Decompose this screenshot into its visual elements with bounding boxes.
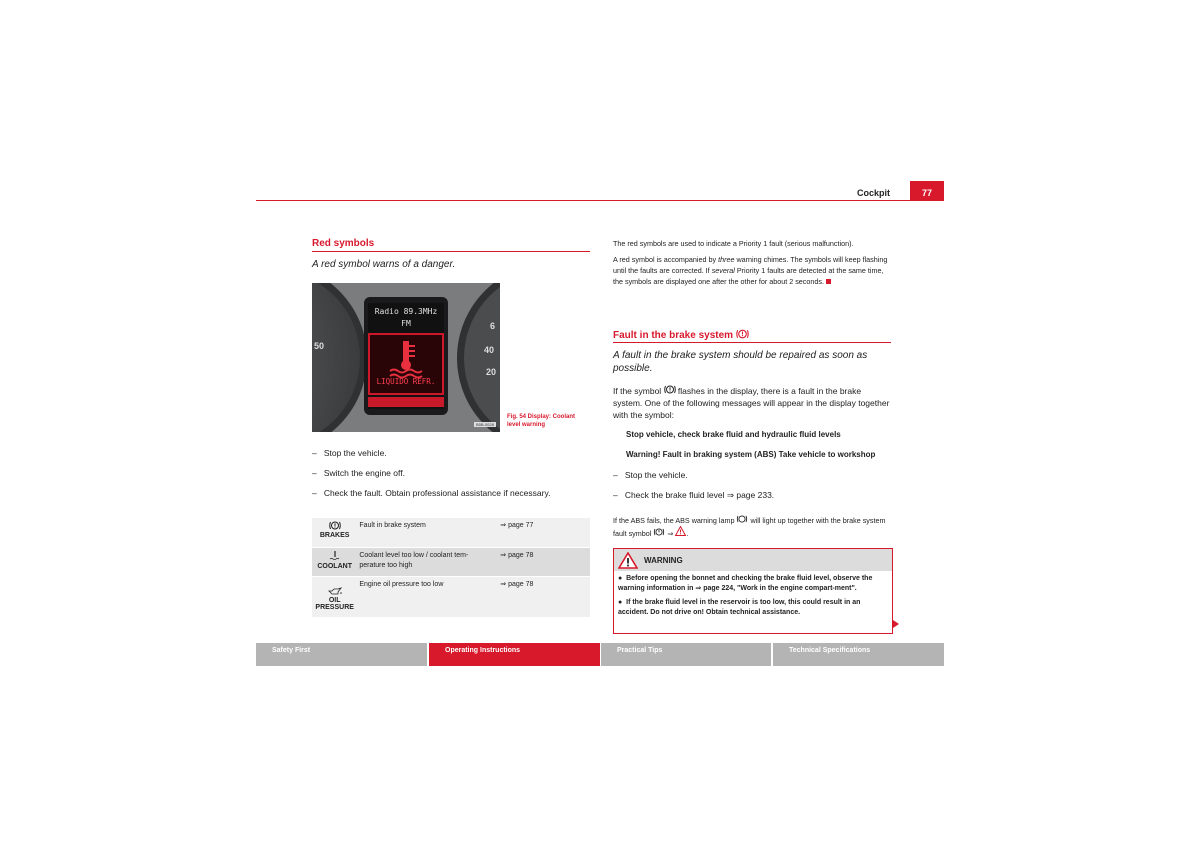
display-coolant-message: LIQUIDO REFR. xyxy=(376,377,436,386)
step-text: Check the fault. Obtain professional assistance if necessary. xyxy=(323,488,551,498)
table-symbol-cell xyxy=(312,518,357,547)
figure-caption-line2: level warning xyxy=(507,422,546,428)
footer-tab-operating[interactable]: Operating Instructions xyxy=(429,643,600,666)
heading-rule xyxy=(312,251,590,252)
heading-brake-fault: Fault in the brake system xyxy=(613,329,749,341)
step-item: – Switch the engine off. xyxy=(312,468,405,478)
oil-can-icon xyxy=(328,587,342,595)
table-ref-cell: ⇒ page 78 xyxy=(500,581,534,588)
instrument-display-figure xyxy=(312,283,500,432)
footer-tab-technical[interactable]: Technical Specifications xyxy=(773,643,944,666)
coolant-icon xyxy=(329,551,341,561)
gauge-left-number: 50 xyxy=(314,341,325,351)
symbol-label: COOLANT xyxy=(317,563,352,570)
section-title: Cockpit xyxy=(856,188,890,198)
page-number: 77 xyxy=(910,181,944,201)
intro-paragraph-2: A red symbol is accompanied by three warning chimes. The symbols will keep flashing until the faults are corrected. If several Priority 1 faults are detected at the same time, the symbols are displayed one after the other for about 2 seconds. xyxy=(613,255,888,286)
step-text: Switch the engine off. xyxy=(323,468,405,478)
step-item: – Check the brake fluid level ⇒ page 233. xyxy=(613,490,775,500)
warning-item: ● If the brake fluid level in the reservoir is too low, this could result in an accident. Do not drive on! Obtain technical assistance. xyxy=(618,599,861,616)
heading-rule xyxy=(613,342,891,343)
brake-fault-paragraph: If the symbol flashes in the display, there is a fault in the brake system. One of the following messages will appear in the display together with the symbol: xyxy=(613,386,890,420)
brake-warning-icon xyxy=(653,528,665,536)
table-description-cell: Engine oil pressure too low xyxy=(359,581,444,588)
figure-code: B5B-0028 xyxy=(476,422,494,427)
figure-caption-line1: Fig. 54 Display: Coolant xyxy=(507,414,576,420)
symbol-label: OIL PRESSURE xyxy=(315,597,354,611)
table-row xyxy=(312,577,590,618)
warning-header xyxy=(614,549,892,571)
symbol-table xyxy=(312,518,590,618)
step-text: Check the brake fluid level ⇒ page 233. xyxy=(624,490,775,500)
warning-title: WARNING xyxy=(644,555,683,565)
abs-paragraph: If the ABS fails, the ABS warning lamp will light up together with the brake system fault symbol ⇒ . xyxy=(613,516,886,538)
warning-box xyxy=(613,548,893,634)
table-symbol-cell xyxy=(312,577,357,617)
table-description-cell: Coolant level too low / coolant tem- perature too high xyxy=(359,552,469,569)
warning-item: ● Before opening the bonnet and checking the brake fluid level, observe the warning information in ⇒ page 224, "Work in the engine compart-ment". xyxy=(618,575,873,592)
step-item: – Check the fault. Obtain professional assistance if necessary. xyxy=(312,488,551,498)
warning-triangle-icon xyxy=(675,526,686,536)
continue-arrow-icon xyxy=(893,620,899,628)
header-rule xyxy=(256,200,944,201)
figure-caption xyxy=(507,413,592,429)
table-description-cell: Fault in brake system xyxy=(359,522,426,529)
display-band-line: FM xyxy=(401,319,411,328)
symbol-label: BRAKES xyxy=(319,532,350,539)
step-item: – Stop the vehicle. xyxy=(613,470,688,480)
display-radio-line: Radio 89.3MHz xyxy=(374,307,438,316)
table-row xyxy=(312,548,590,577)
footer-tab-safety[interactable]: Safety First xyxy=(256,643,427,666)
step-item: – Stop the vehicle. xyxy=(312,448,387,458)
gauge-right-number-top: 6 xyxy=(490,321,496,331)
brake-warning-icon xyxy=(329,521,341,530)
intro-paragraph-1: The red symbols are used to indicate a Priority 1 fault (serious malfunction). xyxy=(613,239,854,248)
brake-warning-icon xyxy=(736,329,749,339)
gauge-right-number-mid: 40 xyxy=(484,345,495,355)
display-message-1: Stop vehicle, check brake fluid and hydraulic fluid levels xyxy=(626,430,841,439)
abs-warning-icon xyxy=(736,515,748,523)
brake-warning-icon xyxy=(664,385,676,394)
heading-red-symbols: Red symbols xyxy=(312,238,375,249)
gauge-right-number-low: 20 xyxy=(486,367,497,377)
step-text: Stop the vehicle. xyxy=(323,448,387,458)
lead-text: A fault in the brake system should be repaired as soon as possible. xyxy=(613,350,868,374)
table-ref-cell: ⇒ page 77 xyxy=(500,522,534,529)
step-text: Stop the vehicle. xyxy=(624,470,688,480)
table-symbol-cell xyxy=(312,548,357,576)
lead-text: A red symbol warns of a danger. xyxy=(312,259,456,270)
end-marker-icon xyxy=(826,279,831,284)
warning-triangle-icon xyxy=(618,552,638,569)
display-message-2: Warning! Fault in braking system (ABS) Take vehicle to workshop xyxy=(626,450,876,459)
footer-tab-practical[interactable]: Practical Tips xyxy=(601,643,771,666)
table-ref-cell: ⇒ page 78 xyxy=(500,552,534,559)
table-row xyxy=(312,518,590,548)
